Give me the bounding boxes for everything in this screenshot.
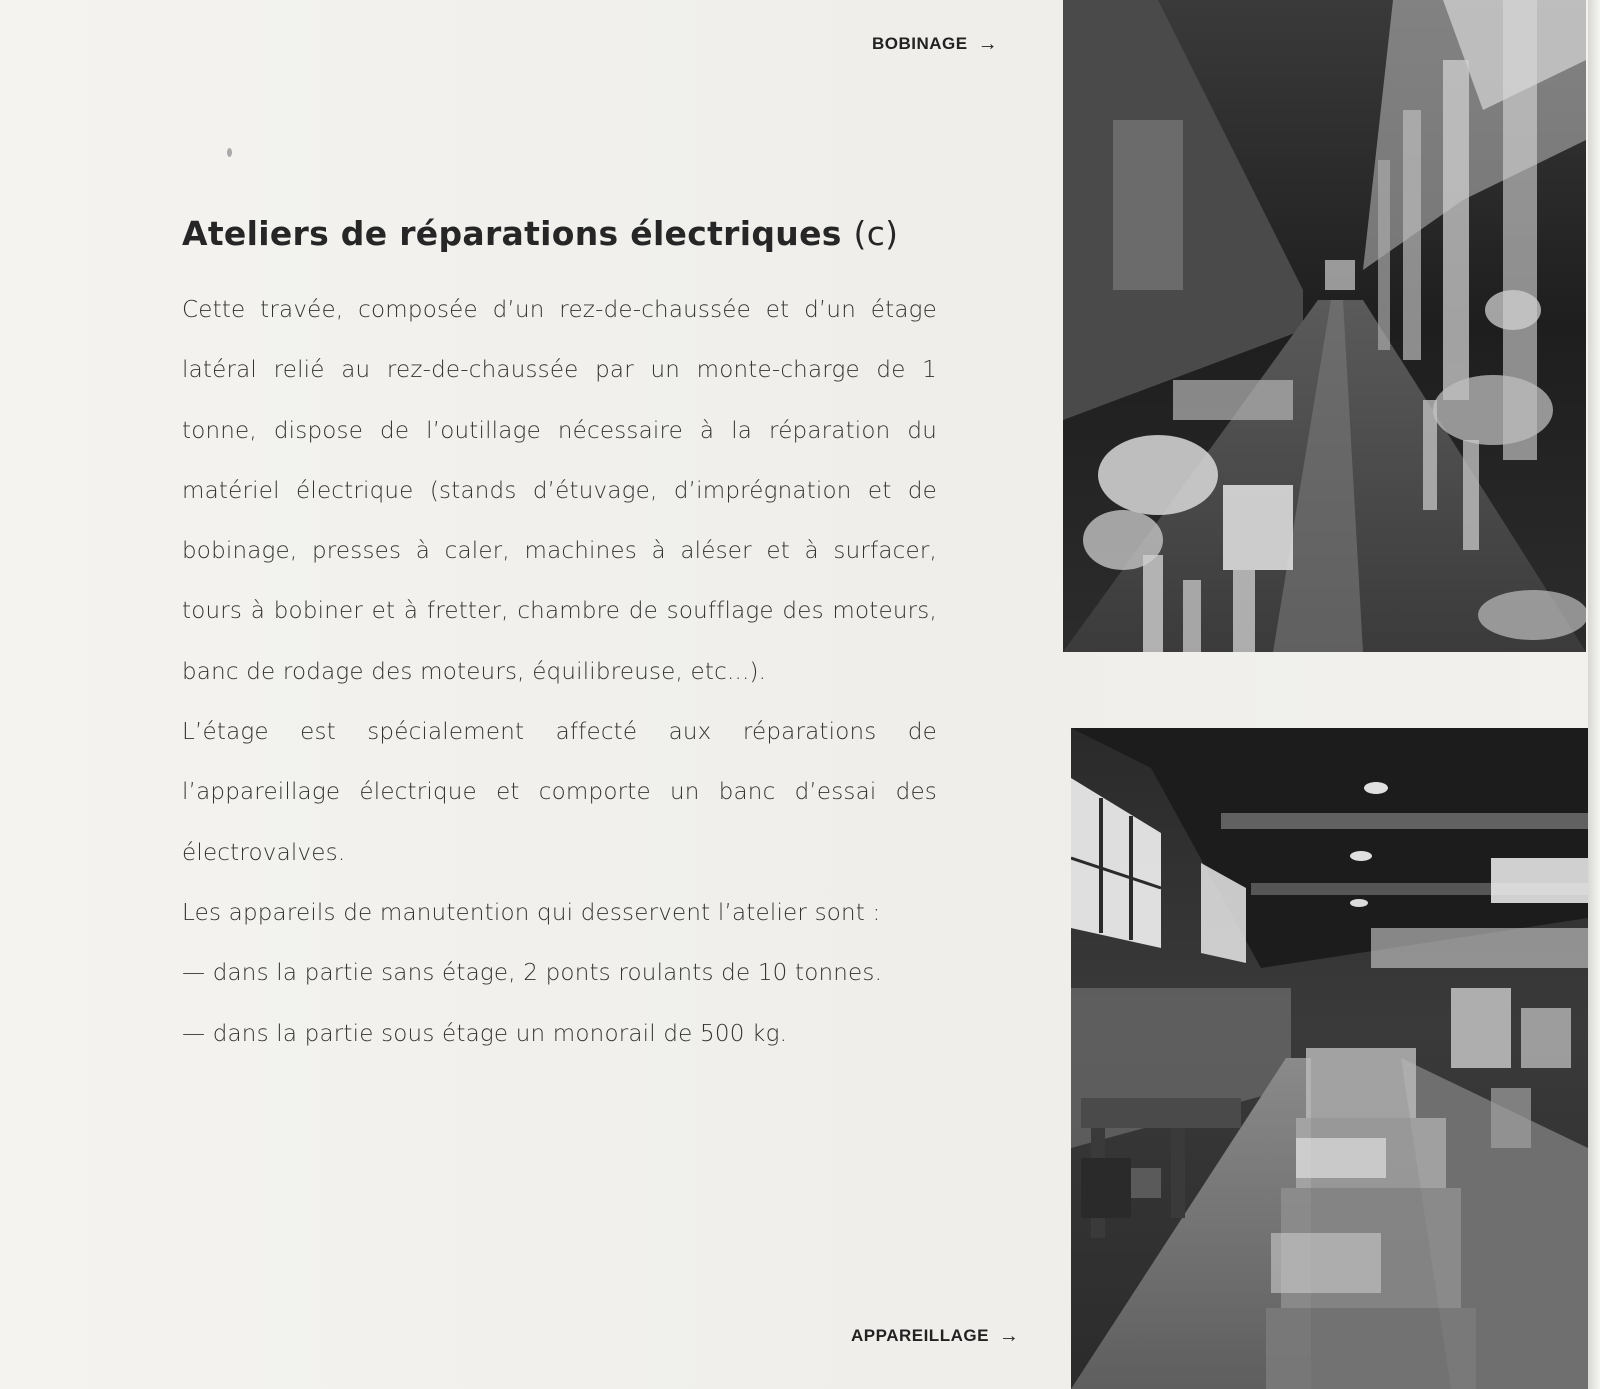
paragraph-upper-floor: L’étage est spécialement affecté aux réparations de l’appareillage électrique et comporte un banc d’essai des électrovalves. [182, 719, 937, 866]
arrow-right-icon: → [977, 33, 999, 55]
page-title [182, 214, 898, 253]
paragraph-description: Cette travée, composée d’un rez-de-chaussée et d’un étage latéral relié au rez-de-chaussée par un monte-charge de 1 tonne, dispose de l’outillage nécessaire à la réparation du matériel électrique (stands d’étuvage, d’imprégnation et de bobinage, presses à caler, machines à aléser et à surfacer, tours à bobiner et à fretter, chambre de soufflage des moteurs, banc de rodage des moteurs, équilibreuse, etc...). [182, 297, 937, 685]
paper-speck [227, 148, 232, 157]
arrow-right-icon: → [998, 1325, 1020, 1347]
photo-bobinage-image [1063, 0, 1586, 652]
paragraph-monorail: — dans la partie sous étage un monorail de 500 kg. [182, 1020, 788, 1047]
photo-appareillage-workshop [1071, 728, 1588, 1389]
photo-appareillage-image [1071, 728, 1588, 1389]
book-spine-edge [1588, 0, 1600, 1389]
paragraph-cranes: — dans la partie sans étage, 2 ponts roulants de 10 tonnes. [182, 960, 883, 987]
photo-caption-bobinage [872, 34, 998, 54]
photo-caption-appareillage [851, 1326, 1019, 1346]
photo-bobinage-workshop [1063, 0, 1586, 652]
body-text [182, 280, 937, 1064]
title-suffix: (c) [853, 214, 899, 253]
title-main: Ateliers de réparations électriques [182, 214, 842, 253]
caption-appareillage-label: APPAREILLAGE [851, 1326, 989, 1345]
paragraph-handling-intro: Les appareils de manutention qui desservent l’atelier sont : [182, 899, 881, 926]
caption-bobinage-label: BOBINAGE [872, 34, 968, 53]
